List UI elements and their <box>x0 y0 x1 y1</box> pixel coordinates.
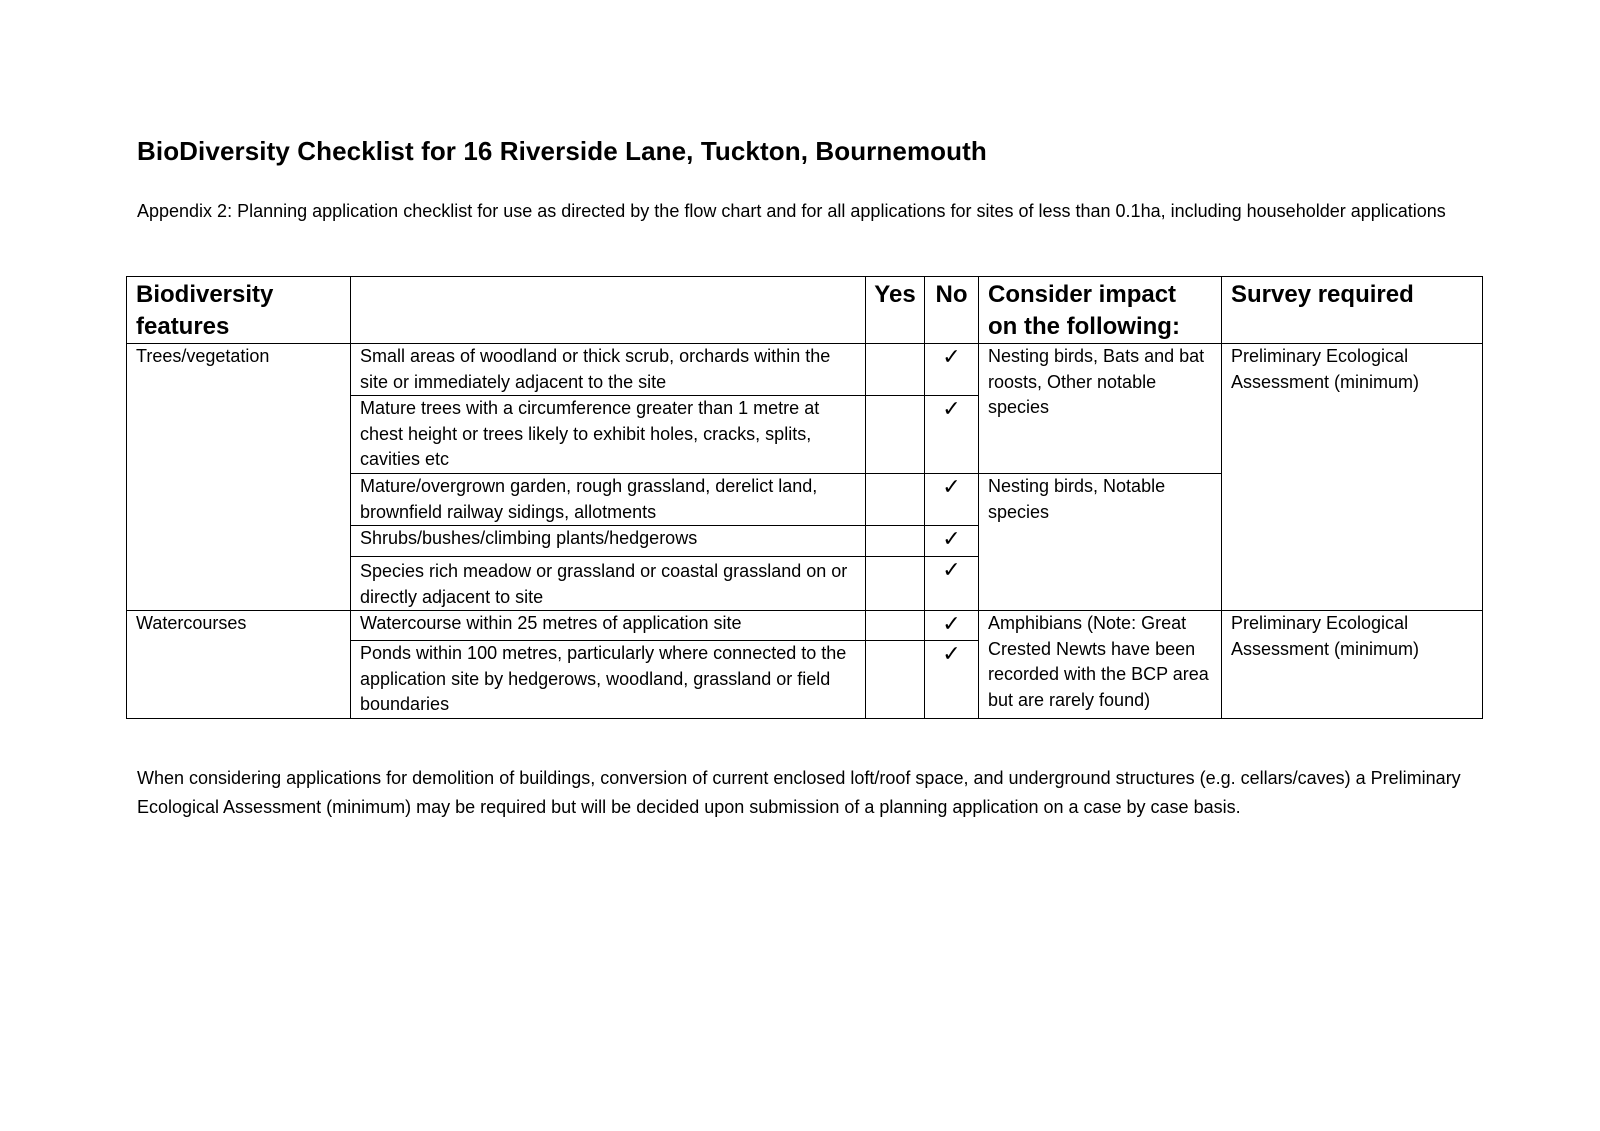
document-title: BioDiversity Checklist for 16 Riverside Lane, Tuckton, Bournemouth <box>137 136 987 166</box>
row-yes-cell <box>866 641 925 719</box>
survey-watercourses: Preliminary Ecological Assessment (minimum) <box>1222 611 1483 719</box>
row-no-checkmark: ✓ <box>925 611 979 641</box>
header-survey-required: Survey required <box>1222 277 1483 344</box>
row-no-checkmark: ✓ <box>925 641 979 719</box>
table-row <box>127 344 1483 396</box>
row-no-checkmark: ✓ <box>925 557 979 611</box>
survey-trees: Preliminary Ecological Assessment (minimum) <box>1222 344 1483 611</box>
table-row <box>127 611 1483 641</box>
row-description: Watercourse within 25 metres of application site <box>351 611 866 641</box>
row-description: Shrubs/bushes/climbing plants/hedgerows <box>351 526 866 557</box>
row-description: Ponds within 100 metres, particularly where connected to the application site by hedgerows, woodland, grassland or field boundaries <box>351 641 866 719</box>
biodiversity-checklist-table <box>126 276 1483 719</box>
row-yes-cell <box>866 526 925 557</box>
row-yes-cell <box>866 344 925 396</box>
header-description <box>351 277 866 344</box>
row-no-checkmark: ✓ <box>925 344 979 396</box>
impact-trees-primary: Nesting birds, Bats and bat roosts, Other notable species <box>979 344 1222 474</box>
intro-paragraph: Appendix 2: Planning application checklist for use as directed by the flow chart and for all applications for sites of less than 0.1ha, including householder applications <box>137 201 1446 221</box>
footer-note: When considering applications for demolition of buildings, conversion of current enclosed loft/roof space, and underground structures (e.g. cellars/caves) a Preliminary Ecological Assessment (minimum) may be required but will be decided upon submission of a planning application on a case by case basis. <box>137 768 1461 817</box>
feature-trees-vegetation: Trees/vegetation <box>127 344 351 611</box>
header-no: No <box>925 277 979 344</box>
impact-watercourses: Amphibians (Note: Great Crested Newts have been recorded with the BCP area but are rarely found) <box>979 611 1222 719</box>
row-yes-cell <box>866 611 925 641</box>
row-description: Mature/overgrown garden, rough grassland, derelict land, brownfield railway sidings, allotments <box>351 474 866 526</box>
row-description: Small areas of woodland or thick scrub, orchards within the site or immediately adjacent to the site <box>351 344 866 396</box>
row-no-checkmark: ✓ <box>925 474 979 526</box>
row-yes-cell <box>866 557 925 611</box>
row-description: Species rich meadow or grassland or coastal grassland on or directly adjacent to site <box>351 557 866 611</box>
header-consider-impact: Consider impact on the following: <box>979 277 1222 344</box>
table-header-row <box>127 277 1483 344</box>
row-no-checkmark: ✓ <box>925 526 979 557</box>
row-no-checkmark: ✓ <box>925 396 979 474</box>
header-biodiversity-features: Biodiversity features <box>127 277 351 344</box>
row-description: Mature trees with a circumference greater than 1 metre at chest height or trees likely to exhibit holes, cracks, splits, cavities etc <box>351 396 866 474</box>
row-yes-cell <box>866 474 925 526</box>
header-yes: Yes <box>866 277 925 344</box>
impact-trees-secondary: Nesting birds, Notable species <box>979 474 1222 611</box>
feature-watercourses: Watercourses <box>127 611 351 719</box>
row-yes-cell <box>866 396 925 474</box>
